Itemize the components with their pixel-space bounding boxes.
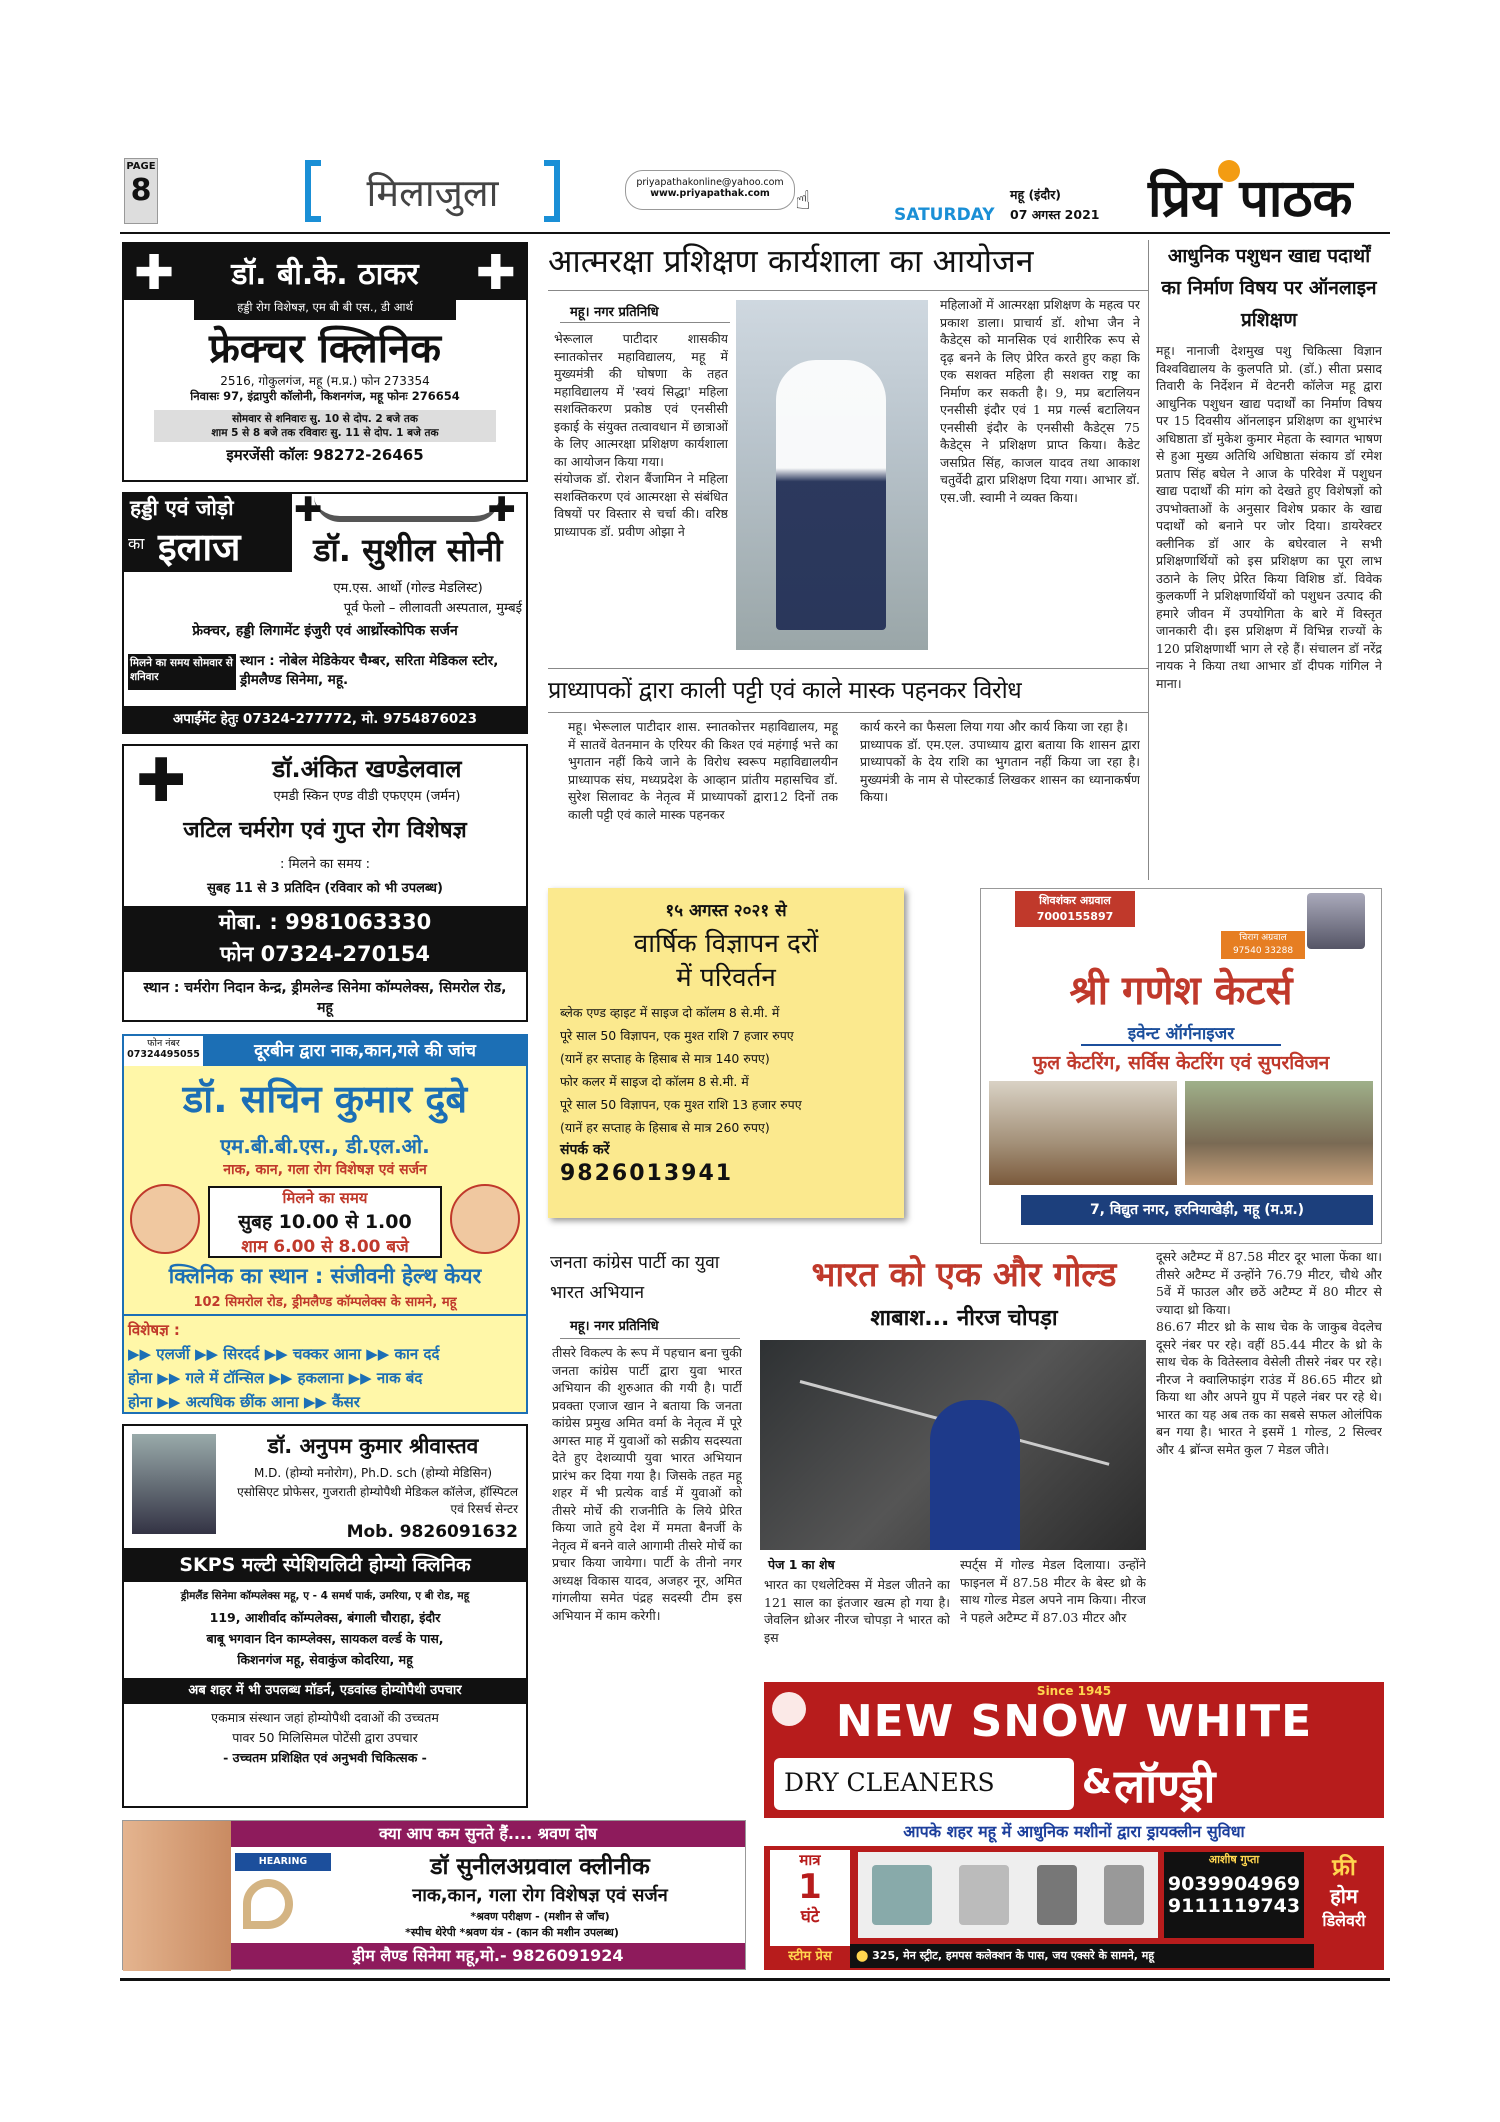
location-pin-icon: ⬤ <box>856 1949 873 1962</box>
clinic-name: डॉ सुनीलअग्रवाल क्लीनीक <box>430 1854 650 1880</box>
ad-snow-white <box>764 1682 1384 1970</box>
page-word: PAGE <box>126 161 156 172</box>
partner: चिराग अग्रवाल <box>1239 933 1287 943</box>
hours-label: घंटे <box>800 1907 820 1927</box>
ad-agrawal <box>122 1820 746 1970</box>
article4-dateline: महू। नगर प्रतिनिधि <box>570 1319 659 1334</box>
feature-1: एकमात्र संस्थान जहां होम्योपैथी दवाओं की उच्चतम <box>211 1710 439 1725</box>
address: 102 सिमरोल रोड, ड्रीमलैण्ड कॉम्पलेक्स के सामने, महू <box>193 1295 457 1310</box>
notice-contact-label: संपर्क करें <box>560 1142 610 1158</box>
paper-logo <box>1148 160 1390 232</box>
caterer-name: श्री गणेश केटर्स <box>1069 968 1293 1014</box>
place: स्थान : चर्मरोग निदान केन्द्र, ड्रीमलेन्ड सिनेमा कॉम्पलेक्स, सिमरोल रोड, महू <box>143 980 507 1016</box>
photo-left <box>989 1081 1177 1185</box>
speciality: नाक,कान, गला रोग विशेषज्ञ एवं सर्जन <box>412 1885 668 1906</box>
tag-1: हड्डी एवं जोड़ो <box>130 496 234 520</box>
bone-icon <box>314 496 500 522</box>
article3-headline: आधुनिक पशुधन खाद्य पदार्थों का निर्माण विषय पर ऑनलाइन प्रशिक्षण <box>1161 245 1377 331</box>
partner-photo <box>1307 893 1365 949</box>
plus-icon: ✚ <box>475 245 516 301</box>
doctor-name: डॉ. बी.के. ठाकर <box>231 257 419 292</box>
ampersand: & <box>1082 1762 1112 1802</box>
free-box <box>1310 1850 1378 1946</box>
addresses <box>128 1586 522 1670</box>
clinic: क्लिनिक का स्थान : संजीवनी हेल्थ केयर <box>168 1264 482 1288</box>
speciality: जटिल चर्मरोग एवं गुप्त रोग विशेषज्ञ <box>183 818 467 843</box>
delivery-label: डिलेवरी <box>1322 1911 1366 1930</box>
notice-line-4: फोर कलर में साइज दो कॉलम 8 से.मी. में <box>560 1074 749 1089</box>
spec-list-3: होना ▶▶ अत्यधिक छींक आना ▶▶ कैंसर <box>128 1393 360 1411</box>
website: www.priyapathak.com <box>650 188 770 199</box>
residence: निवासः 97, इंद्रापुरी कॉलोनी, किशनगंज, महू फोनः 276654 <box>190 389 460 403</box>
plus-icon: ✚ <box>487 490 516 530</box>
degree: M.D. (होम्यो मनोरोग), Ph.D. sch (होम्यो मेडिसिन) <box>253 1466 492 1480</box>
place: स्थान : नोबेल मेडिकेयर चैम्बर, सरिता मेडिकल स्टोर, ड्रीमलैण्ड सिनेमा, महू. <box>240 653 499 688</box>
tagline: दूरबीन द्वारा नाक,कान,गले की जांच <box>204 1036 526 1066</box>
phone: 07324495055 <box>127 1049 200 1060</box>
notice-title-2: में परिवर्तन <box>676 963 776 993</box>
rule <box>560 322 730 323</box>
address: ड्रीम लैण्ड सिनेमा महू,मो.- 9826091924 <box>231 1943 745 1969</box>
article5-column-1: भारत का एथलेटिक्स में मेडल जीतने का 121 साल का इंतजार खत्म हो गया है। जेवलिन थ्रोअर नीरज चोपड़ा ने भारत को इस <box>764 1577 950 1645</box>
mobile: मोबा. : 9981063330 <box>218 910 432 934</box>
article2-headline: प्राध्यापकों द्वारा काली पट्टी एवं काले मास्क पहनकर विरोध <box>548 676 1022 704</box>
athlete-figure <box>930 1400 1020 1550</box>
clinic: SKPS मल्टी स्पेशियलिटी होम्यो क्लिनिक <box>124 1548 526 1582</box>
article1-headline: आत्मरक्षा प्रशिक्षण कार्यशाला का आयोजन <box>548 242 1034 280</box>
speciality: नाक, कान, गला रोग विशेषज्ञ एवं सर्जन <box>223 1162 427 1178</box>
spec-box <box>124 1314 526 1412</box>
partner-phone: 97540 33288 <box>1232 946 1294 956</box>
machine-icons <box>858 1852 1158 1938</box>
section-name: मिलाजुला <box>366 171 499 215</box>
ad-thakar <box>122 242 528 482</box>
address-1: ड्रीमलैंड सिनेमा कॉम्पलेक्स महू, ए - 4 समर्थ पार्क, उमरिया, ए बी रोड, महू <box>180 1590 470 1602</box>
feature-2: पावर 50 मिलिसिमल पोटेंसी द्वारा उपचार <box>232 1730 418 1745</box>
ear-photo <box>123 1821 231 1971</box>
degree: एम.बी.बी.एस., डी.एल.ओ. <box>220 1134 430 1158</box>
address <box>850 1944 1314 1968</box>
page-number: 8 <box>130 173 152 208</box>
address-3: बाबू भगवान दिन काम्प्लेक्स, सायकल वर्ल्ड के पास, <box>206 1631 444 1646</box>
ad-ganesh <box>980 888 1382 1244</box>
article1-column-1: भेरूलाल पाटीदार शासकीय स्नातकोत्तर महाविद्यालय, महू में मुख्यमंत्री की घोषणा के तहत महाविद्यालय में 'स्वयं सिद्धा' महिला सशक्तिकरण प्रकोष्ठ एवं एनसीसी इकाई के संयुक्त तत्वावधान में छात्राओं के लिए आत्मरक्षा प्रशिक्षण कार्यशाला का आयोजन किया गया। संयोजक डॉ. रोशन बैंजामिन ने महिला सशक्तिकरण एवं आत्मरक्षा से संबंधित विषयों पर विस्तार से चर्चा की। वरिष्ठ प्राध्यापक डॉ. प्रवीण ओझा ने <box>554 331 728 539</box>
doctor-photo <box>132 1434 216 1534</box>
morning: सुबह 10.00 से 1.00 <box>238 1211 412 1233</box>
owner: आशीष गुप्ता <box>1208 1853 1260 1866</box>
contact-block <box>625 170 795 210</box>
bracket-left-icon <box>305 160 321 222</box>
timing-2: शाम 5 से 8 बजे तक रविवारः सु. 11 से दोप. 1 बजे तक <box>211 427 439 439</box>
notice-line-5: पूरे साल 50 विज्ञापन, एक मुश्त राशि 13 हजार रुपए <box>560 1097 802 1112</box>
rule <box>548 290 1148 291</box>
article1-photo <box>736 300 928 650</box>
degree: एमडी स्किन एण्ड वीडी एफएएम (जर्मन) <box>273 789 461 804</box>
tag-2: का <box>128 534 145 553</box>
rule <box>548 712 1148 713</box>
article1-dateline: महू। नगर प्रतिनिधि <box>570 305 659 320</box>
hand-pointer-icon: ☝ <box>795 186 811 216</box>
emergency: इमरजेंसी कॉलः 98272-26465 <box>226 446 424 464</box>
plus-icon: ✚ <box>294 490 323 530</box>
notice-date: १५ अगस्त २०२१ से <box>665 901 787 921</box>
only-label: मात्र <box>799 1851 821 1869</box>
banner: क्या आप कम सुनते हैं.... श्रवण दोष <box>231 1821 745 1847</box>
clinic-name: फ्रेक्चर क्लिनिक <box>208 326 442 372</box>
notice-lines <box>548 995 904 1185</box>
hour-box <box>770 1850 850 1946</box>
time-label: मिलने का समय सोमवार से शनिवार <box>128 654 236 690</box>
city-label: महू (इंदौर) <box>1010 187 1062 202</box>
spec-list-2: होना ▶▶ गले में टॉन्सिल ▶▶ हकलाना ▶▶ नाक बंद <box>128 1369 423 1387</box>
photo-figure <box>776 360 886 630</box>
article3-body: महू। नानाजी देशमुख पशु चिकित्सा विज्ञान विश्वविद्यालय के कुलपति प्रो. (डॉ.) सीता प्रसाद तिवारी के निर्देशन में वेटनरी कॉलेज महू द्वारा आधुनिक पशुधन खाद्य पदार्थों का निर्माण विषय पर 15 दिवसीय ऑनलाइन प्रशिक्षण का शुभारंभ अधिष्ठाता डॉ मुकेश कुमार मेहता के स्वागत भाषण से हुआ मुख्य अतिथि अधिष्ठाता संकाय डॉ रमेश प्रताप सिंह बघेल ने आज के परिवेश में पशुधन खाद्य पदार्थों की मांग को देखते हुए विशेषज्ञों को उपभोक्ताओं के अनुसार विशेष प्रकार के खाद्य पदार्थों को बनाने पर जोर दिया। डायरेक्टर क्लीनिक डॉ आर के बघेरवाल ने सभी प्रशिक्षणार्थियों को इस प्रशिक्षण का पूरा लाभ उठाने के लिए प्रेरित किया विशिष्ठ डॉ. विवेक कुलकर्णी ने प्रशिक्षणार्थियों को पशुधन उत्पाद की हमारे जीवन में उपयोगिता के बारे में विस्तृत जानकारी दी। इस प्रशिक्षण में विभिन्न राज्यों के 120 प्रशिक्षणार्थी भाग ले रहे हैं। संचालन डॉ नरेंद्र नायक ने किया तथा आभार डॉ दीपक गांगिल ने माना। <box>1156 343 1382 691</box>
page-label <box>124 158 158 224</box>
article5-sub: शाबाश... नीरज चोपड़ा <box>870 1306 1058 1331</box>
article5-headline: भारत को एक और गोल्ड <box>811 1255 1117 1295</box>
degree: एम.एस. आर्थो (गोल्ड मेडलिस्ट) <box>333 581 483 596</box>
ad-soni <box>122 492 528 734</box>
machine-icon <box>872 1865 932 1925</box>
ad-khandelwal <box>122 744 528 1022</box>
features <box>128 1708 522 1768</box>
caterer-sub: इवेन्ट ऑर्गनाइजर <box>1081 1021 1281 1046</box>
phone-2: 9111119743 <box>1167 1895 1301 1917</box>
brand-name: NEW SNOW WHITE <box>835 1696 1313 1747</box>
steam-label: स्टीम प्रेस <box>788 1949 832 1964</box>
dry-cleaners: DRY CLEANERS <box>784 1768 995 1797</box>
section-title <box>305 160 560 222</box>
owner-box <box>1015 891 1135 927</box>
spec-label: विशेषज्ञ : <box>128 1321 180 1339</box>
test-1: *श्रवण परीक्षण - (मशीन से जाँच) <box>470 1910 610 1923</box>
meet-label: : मिलने का समय : <box>280 857 370 872</box>
phone-1: 9039904969 <box>1167 1873 1301 1895</box>
partner-box <box>1221 931 1305 959</box>
article5-column-3: दूसरे अटैम्प्ट में 87.58 मीटर दूर भाला फेंका था। तीसरे अटैम्प्ट में उन्होंने 76.79 मीटर, चौथे और 5वें में फाउल और छठें अटैम्प्ट में 80 मीटर से ज्यादा थ्रो किया। 86.67 मीटर थ्रो के साथ चेक के जाकुब वेदलेच दूसरे नंबर पर रहे। वहीं 85.44 मीटर के थ्रो के साथ चेक के वितेस्लाव वेसेली तीसरे नंबर पर रहे। नीरज ने क्वालिफाइंग राउंड में 86.65 मीटर थ्रो किया था और अपने ग्रुप में पहले नंबर पर रहे थे। भारत का यह अब तक का सबसे सफल ओलंपिक बन गया है। भारत ने इसमें 1 गोल्ड, 2 सिल्वर और 4 ब्रॉन्ज समेत कुल 7 मेडल जीते। <box>1156 1249 1382 1457</box>
appointment: अपाईंमेंट हेतुः 07324-277772, मो. 9754876023 <box>124 706 526 732</box>
degree: हड्डी रोग विशेषज्ञ, एम बी बी एस., डी आर्थ <box>194 300 456 320</box>
machine-icon <box>1104 1865 1144 1925</box>
ad-dubey <box>122 1034 528 1414</box>
article2-column-2: कार्य करने का फैसला लिया गया और कार्य किया जा रहा है। प्राध्यापक डॉ. एम.एल. उपाध्याय द्वारा बताया कि शासन द्वारा प्राध्यापकों के देय राशि का भुगतान नहीं किया जा रहा है। मुख्यमंत्री के नाम से पोस्टकार्ड लिखकर शासन का ध्यानाकर्षण किया। <box>860 719 1140 804</box>
test-2: *स्पीच थेरेपी *श्रवण यंत्र - (कान की मशीन उपलब्ध) <box>405 1926 619 1939</box>
phone-label: फोन नंबर <box>147 1038 180 1049</box>
doctor-name: डॉ.अंकित खण्डेलवाल <box>272 755 462 783</box>
nose-icon <box>450 1184 520 1254</box>
phone-box <box>124 1036 204 1066</box>
day-label: SATURDAY <box>894 205 995 225</box>
photo-right <box>1185 1081 1373 1185</box>
notice-line-6: (यानें हर सप्ताह के हिसाब से मात्र 260 रुपए) <box>560 1120 770 1135</box>
address-4: किशनगंज महू, सेवाकुंज कोदरिया, महू <box>237 1652 413 1667</box>
bottom-rule <box>120 1978 1390 1981</box>
feature-3: - उच्चतम प्रशिक्षित एवं अनुभवी चिकित्सक - <box>223 1750 427 1765</box>
evening: शाम 6.00 से 8.00 बजे <box>241 1237 409 1257</box>
article5-column-2: स्पर्ट्स में गोल्ड मेडल दिलाया। उन्होंने फाइनल में 87.58 मीटर के बेस्ट थ्रो के साथ गोल्ड मेडल अपने नाम किया। नीरज ने पहले अटैम्प्ट में 87.03 मीटर और <box>960 1557 1146 1625</box>
tag-box <box>124 494 292 572</box>
phone-box <box>1164 1852 1304 1938</box>
address: 2516, गोकुलगंज, महू (म.प्र.) फोन 273354 <box>220 374 430 388</box>
notice-title-1: वार्षिक विज्ञापन दरों <box>633 929 819 959</box>
doctor-name: डॉ. सचिन कुमार दुबे <box>182 1077 468 1121</box>
rule <box>560 1338 740 1339</box>
ear-icon <box>130 1184 200 1254</box>
doctor-name: डॉ. अनुपम कुमार श्रीवास्तव <box>267 1434 479 1458</box>
address: 7, विद्युत नगर, हरनियाखेड़ी, महू (म.प्र.) <box>1021 1195 1373 1225</box>
free-label: फ्री <box>1332 1855 1356 1881</box>
meet-label: मिलने का समय <box>282 1189 368 1207</box>
banner: अब शहर में भी उपलब्ध मॉडर्न, एडवांस्ड होम्योपैथी उपचार <box>124 1678 526 1704</box>
owner-phone: 7000155897 <box>1036 910 1114 923</box>
article4-body: तीसरे विकल्प के रूप में पहचान बना चुकी जनता कांग्रेस पार्टी द्वारा युवा भारत अभियान की शुरुआत की गयी है। पार्टी प्रवक्ता एजाज खान ने बताया कि जनता कांग्रेस प्रमुख अमित वर्मा के नेतृत्व में पूरे अगस्त माह में युवाओं को सक्रीय सदस्यता देते हुए देशव्यापी युवा भारत अभियान प्रारंभ कर दिया गया है। जिसके तहत महू शहर में भी प्रत्येक वार्ड में युवाओं को तीसरे मोर्चे की राजनीति के लिये प्रेरित किया जाते हुये देश में ममता बैनर्जी के नेतृत्व में बनने वाले आगामी तीसरे मोर्चे का प्रचार किया जायेगा। पार्टी के तीनो नगर अध्यक्ष विकास यादव, अजहर नूर, अमित गांगलीया समेत पंद्रह सदस्यी टीम इस अभियान में काम करेगी। <box>552 1345 742 1623</box>
services: फुल केटरिंग, सर्विस केटरिंग एवं सुपरविजन <box>1032 1052 1330 1074</box>
home-label: होम <box>1330 1884 1358 1908</box>
contact-box <box>124 906 526 972</box>
mobile: Mob. 9826091632 <box>346 1522 518 1542</box>
badge: HEARING SOLUTION <box>235 1853 331 1871</box>
ad-thakar-header <box>124 244 526 300</box>
email: priyapathakonline@yahoo.com <box>636 177 784 188</box>
bracket-right-icon <box>544 160 560 222</box>
owner: शिवशंकर अग्रवाल <box>1039 894 1111 907</box>
tagline: आपके शहर महू में आधुनिक मशीनों द्वारा ड्रायक्लीन सुविधा <box>764 1818 1384 1846</box>
timing-1: सोमवार से शनिवारः सु. 10 से दोप. 2 बजे तक <box>232 413 418 425</box>
article5-continued: पेज 1 का शेष <box>768 1557 835 1572</box>
phone: फोन 07324-270154 <box>219 942 431 966</box>
rule <box>1148 240 1149 880</box>
post: एसोसिएट प्रोफेसर, गुजराती होम्योपैथी मेडिकल कॉलेज, हॉस्पिटल एवं रिसर्च सेन्टर <box>237 1485 518 1516</box>
article2-column-1: महू। भेरूलाल पाटीदार शास. स्नातकोत्तर महाविद्यालय, महू में सातवें वेतनमान के एरियर की किश्त एवं महंगाई भत्ते का भुगतान नहीं किये जाने के विरोध स्वरूप महाविद्यालयीन प्राध्यापक संघ, मध्यप्रदेश के आव्हान प्रांतीय महासचिव डॉ. सुरेश सिलावट के नेतृत्व में प्राध्यापकों द्वारा12 दिनों तक काली पट्टी एवं काले मास्क पहनकर <box>568 719 838 822</box>
date-label: 07 अगस्त 2021 <box>1010 207 1100 222</box>
address-2: 119, आशीर्वाद कॉम्पलेक्स, बंगाली चौराहा, इंदौर <box>209 1610 441 1625</box>
doctor-name: डॉ. सुशील सोनी <box>313 531 503 569</box>
article5-photo <box>760 1340 1146 1550</box>
mascot-icon <box>772 1692 806 1726</box>
timing-box <box>154 410 496 442</box>
notice-line-2: पूरे साल 50 विज्ञापन, एक मुश्त राशि 7 हजार रुपए <box>560 1028 794 1043</box>
notice-contact: 9826013941 <box>560 1161 734 1186</box>
address-text: 325, मेन स्ट्रीट, हमपस कलेक्शन के पास, जय एक्सरे के सामने, महू <box>872 1949 1155 1962</box>
since: Since 1945 <box>1036 1684 1112 1698</box>
former: पूर्व फेलो – लीलावती अस्पताल, मुम्बई <box>343 601 522 616</box>
masthead-rule <box>120 232 1390 234</box>
notice-line-3: (यानें हर सप्ताह के हिसाब से मात्र 140 रुपए) <box>560 1051 770 1066</box>
article1-column-2: महिलाओं में आत्मरक्षा प्रशिक्षण के महत्व पर प्रकाश डाला। प्राचार्य डॉ. शोभा जैन ने कैडेट्स को मानसिक एवं शारीरिक रूप से दृढ़ बनने के लिए प्रेरित करते हुए कहा कि एक सशक्त महिला ही सशक्त राष्ट्र का निर्माण कर सकती है। 9, मप्र बटालियन एनसीसी इंदौर एवं 1 मप्र गर्ल्स बटालियन एनसीसी इंदौर के एनसीसी कैडेट्स 75 कैडेट्स ने प्रशिक्षण प्राप्त किया। कैडेट जसप्रित सिंह, काजल यादव तथा आकाश चतुर्वेदी द्वारा प्रशिक्षण दिया गया। आभार डॉ. एस.जी. स्वामी ने व्यक्त किया। <box>940 297 1140 505</box>
laundry: लॉण्ड्री <box>1114 1759 1216 1813</box>
plus-icon: ✚ <box>136 746 187 816</box>
speciality: फ्रेक्चर, हड्डी लिगामेंट इंजुरी एवं आर्थ्रोस्कोपिक सर्जन <box>192 623 458 639</box>
dry-box <box>774 1758 1074 1810</box>
one-label: 1 <box>798 1867 822 1907</box>
timing-box <box>208 1186 442 1258</box>
tag-3: इलाज <box>158 525 241 569</box>
notice-line-1: ब्लेक एण्ड व्हाइट में साइज दो कॉलम 8 से.मी. में <box>560 1005 780 1020</box>
notice-ad-rates <box>548 888 904 1218</box>
machine-icon <box>959 1865 1009 1925</box>
timing: सुबह 11 से 3 प्रतिदिन (रविवार को भी उपलब्ध) <box>207 881 443 896</box>
article4-headline: जनता कांग्रेस पार्टी का युवा भारत अभियान <box>550 1253 720 1303</box>
plus-icon: ✚ <box>134 245 175 301</box>
ad-shrivastava <box>122 1424 528 1808</box>
spec-list-1: ▶▶ एलर्जी ▶▶ सिरदर्द ▶▶ चक्कर आना ▶▶ कान दर्द <box>128 1345 440 1363</box>
machine-icon <box>1037 1865 1077 1925</box>
rule <box>548 668 1148 669</box>
hearing-aid-icon <box>243 1879 293 1929</box>
paper-name: प्रिय पाठक <box>1148 169 1353 229</box>
